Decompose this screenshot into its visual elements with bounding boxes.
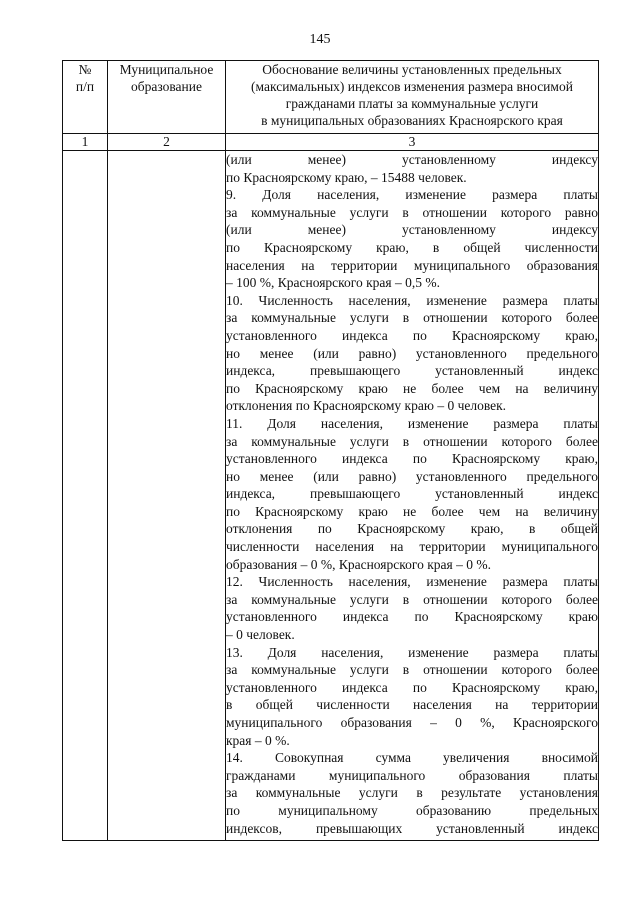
text-line: отклонения по Красноярскому краю, в общей [226, 521, 598, 537]
text-line: 13. Доля населения, изменение размера платы [226, 644, 598, 660]
text-line: населения на территории муниципального образования [226, 257, 598, 273]
text-line: – 100 %, Красноярского края – 0,5 %. [226, 275, 440, 291]
header-justification-column [226, 61, 599, 134]
text-line: 14. Совокупная сумма увеличения вносимой [226, 750, 598, 766]
column-number-row [63, 134, 599, 151]
text-line: 11. Доля населения, изменение размера платы [226, 415, 598, 431]
text-line: индекса, превышающего установленный индекс [226, 363, 598, 379]
row-number-cell [63, 151, 108, 841]
header-number-line: п/п [75, 79, 95, 94]
text-line: муниципального образования – 0 %, Красноярского [226, 715, 598, 730]
page-number: 145 [309, 32, 331, 47]
justification-table [62, 60, 599, 841]
header-number-column [63, 61, 108, 134]
text-line: по Красноярскому краю, – 15488 человек. [226, 169, 467, 185]
text-line: 10. Численность населения, изменение размера платы [226, 292, 598, 308]
column-number-3: 3 [226, 134, 599, 151]
text-line: по Красноярскому краю не более чем на величину [226, 503, 598, 519]
column-number-1: 1 [63, 134, 108, 151]
justification-text-cell [226, 151, 599, 841]
text-line: образования – 0 %, Красноярского края – 0 %. [226, 556, 491, 572]
text-line: но менее (или равно) установленного предельного [226, 468, 598, 484]
text-line: но менее (или равно) установленного предельного [226, 345, 598, 361]
text-line: 12. Численность населения, изменение размера платы [226, 574, 598, 590]
table-header-row [63, 61, 599, 134]
text-line: за коммунальные услуги в отношении которого более [226, 310, 598, 326]
text-line: установленного индекса по Красноярскому краю, [226, 451, 598, 467]
row-municipality-cell [108, 151, 226, 841]
text-line: за коммунальные услуги в отношении которого равно [226, 204, 598, 220]
text-line: края – 0 %. [226, 732, 290, 748]
header-number-line: № [78, 62, 92, 77]
text-line: за коммунальные услуги в отношении которого более [226, 591, 598, 607]
header-justification-line: в муниципальных образованиях Красноярского края [261, 113, 563, 128]
header-justification-line: Обоснование величины установленных предельных [262, 62, 562, 77]
text-line: индекса, превышающего установленный индекс [226, 486, 598, 502]
header-municipality-line: образование [131, 79, 202, 94]
header-justification-line: (максимальных) индексов изменения размера вносимой [251, 79, 573, 94]
text-line: (или менее) установленному индексу [226, 152, 598, 167]
header-justification-line: гражданами платы за коммунальные услуги [285, 96, 539, 111]
text-line: 9. Доля населения, изменение размера платы [226, 187, 598, 203]
header-municipality-line: Муниципальное [119, 62, 214, 77]
text-line: (или менее) установленному индексу [226, 222, 598, 238]
column-number-2: 2 [108, 134, 226, 151]
text-line: по Красноярскому краю, в общей численности [226, 239, 598, 255]
text-line: за коммунальные услуги в отношении которого более [226, 433, 598, 449]
table-row [63, 151, 599, 841]
text-line: по муниципальному образованию предельных [226, 802, 598, 818]
text-line: по Красноярскому краю не более чем на величину [226, 380, 598, 396]
text-line: установленного индекса по Красноярскому краю, [226, 327, 598, 343]
text-line: численности населения на территории муниципального [226, 539, 598, 555]
text-line: установленного индекса по Красноярскому краю [226, 609, 598, 625]
text-line: индексов, превышающих установленный индекс [226, 820, 598, 836]
text-line: за коммунальные услуги в результате установления [226, 785, 598, 801]
text-line: – 0 человек. [226, 627, 295, 643]
text-line: гражданами муниципального образования платы [226, 767, 598, 783]
text-line: отклонения по Красноярскому краю – 0 человек. [226, 398, 507, 414]
text-line: установленного индекса по Красноярскому краю, [226, 679, 598, 695]
text-line: в общей численности населения на территории [226, 697, 598, 713]
header-municipality-column [108, 61, 226, 134]
text-line: за коммунальные услуги в отношении которого более [226, 662, 598, 678]
